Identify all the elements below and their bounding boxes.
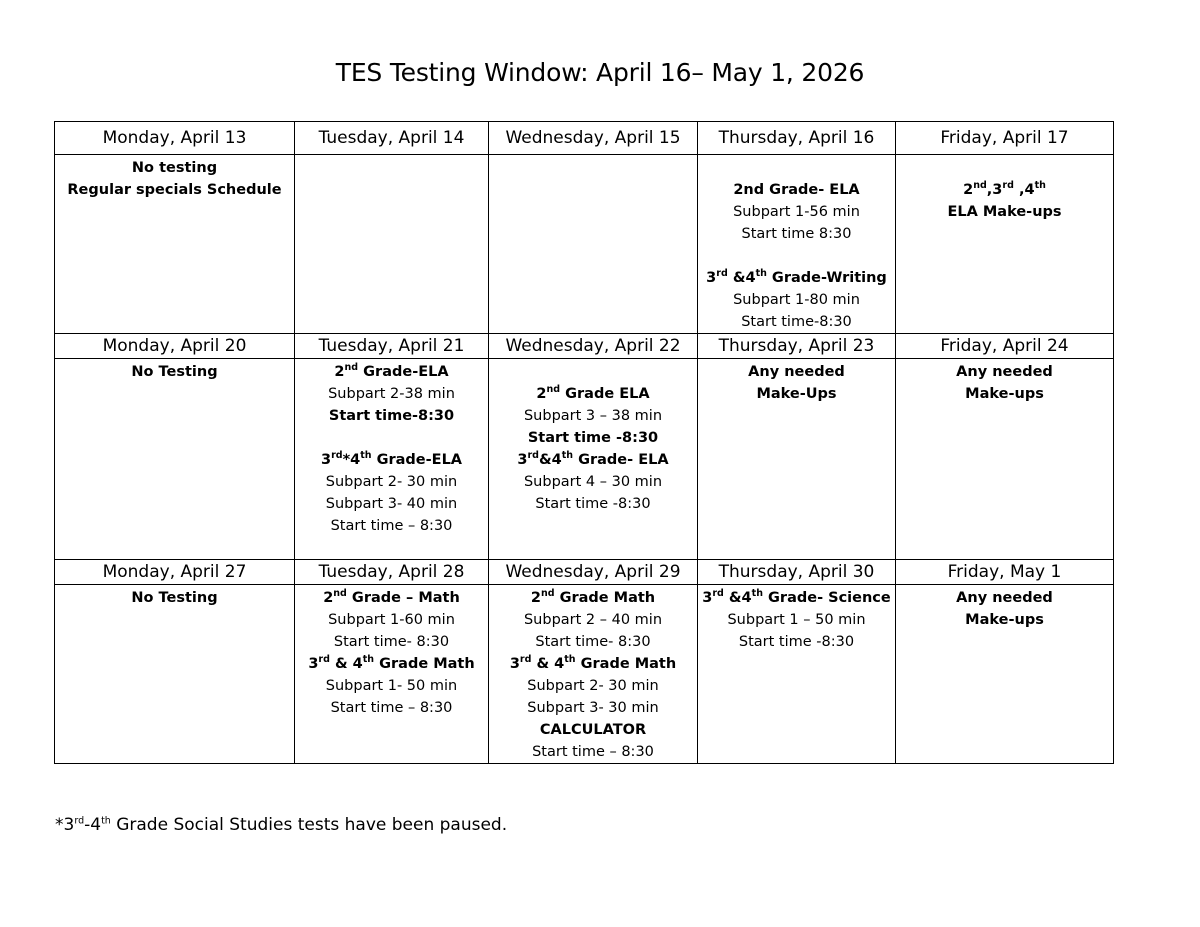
day-header: Monday, April 20 [55,334,295,359]
schedule-cell [698,155,896,334]
schedule-cell [896,359,1114,560]
cell-line: Start time -8:30 [535,496,651,512]
schedule-cell [489,585,698,764]
cell-line: Start time – 8:30 [330,700,453,716]
cell-line: 2nd Grade-ELA [334,362,449,380]
cell-line: Regular specials Schedule [67,182,282,198]
week-2-body-row [55,359,1114,560]
day-header: Wednesday, April 22 [489,334,698,359]
schedule-cell [698,585,896,764]
schedule-cell [489,155,698,334]
schedule-cell [489,359,698,560]
day-header: Wednesday, April 15 [489,122,698,155]
day-header: Thursday, April 23 [698,334,896,359]
day-header: Tuesday, April 14 [295,122,489,155]
cell-line: Start time – 8:30 [532,744,654,760]
cell-line: 3rd & 4th Grade Math [308,654,475,672]
cell-line: CALCULATOR [539,722,647,738]
cell-line: 3rd & 4th Grade Math [509,654,677,672]
day-header: Thursday, April 16 [698,122,896,155]
cell-line: 2nd Grade- ELA [733,182,860,198]
day-header: Friday, April 24 [896,334,1114,359]
week-2-header-row [55,334,1114,359]
cell-line: 2nd Grade – Math [323,588,460,606]
cell-line: Make-ups [965,386,1044,402]
cell-line: No Testing [131,364,218,380]
cell-line: Subpart 2- 30 min [325,474,458,490]
schedule-cell [295,359,489,560]
day-header: Friday, May 1 [896,560,1114,585]
cell-line: Subpart 3- 40 min [325,496,458,512]
cell-line: Subpart 1-56 min [733,204,860,220]
cell-line: 2nd Grade ELA [536,384,650,402]
schedule-cell [295,155,489,334]
cell-line: Start time 8:30 [741,226,852,242]
cell-line: Subpart 1- 50 min [325,678,458,694]
schedule-cell [55,359,295,560]
cell-line: 2nd,3rd ,4th [963,180,1046,198]
day-header: Monday, April 27 [55,560,295,585]
cell-line: Subpart 1-60 min [328,612,455,628]
cell-line: Subpart 2 – 40 min [523,612,663,628]
cell-line: Subpart 1-80 min [733,292,860,308]
cell-line: Subpart 4 – 30 min [523,474,663,490]
week-3-header-row [55,560,1114,585]
week-1-header-row [55,122,1114,155]
cell-line: Subpart 1 – 50 min [727,612,866,628]
cell-line: Start time – 8:30 [330,518,453,534]
cell-line: Start time -8:30 [527,430,659,446]
schedule-cell [55,585,295,764]
cell-line: Make-ups [965,612,1044,628]
cell-line: ELA Make-ups [947,204,1062,220]
day-header: Tuesday, April 28 [295,560,489,585]
day-header: Friday, April 17 [896,122,1114,155]
cell-line: Any needed [956,364,1053,380]
day-header: Monday, April 13 [55,122,295,155]
cell-line: Any needed [956,590,1053,606]
day-header: Thursday, April 30 [698,560,896,585]
cell-line: Start time- 8:30 [333,634,450,650]
cell-line: Subpart 3 – 38 min [523,408,663,424]
cell-line: Subpart 3- 30 min [527,700,659,716]
page-title: TES Testing Window: April 16– May 1, 2026 [335,58,865,87]
cell-line: 3rd*4th Grade-ELA [320,450,463,468]
cell-line: 3rd&4th Grade- ELA [517,450,669,468]
schedule-cell [698,359,896,560]
schedule-cell [55,155,295,334]
footnote: *3rd-4th Grade Social Studies tests have been paused. [55,815,508,835]
cell-line: No Testing [131,590,218,606]
schedule-cell [896,155,1114,334]
cell-line: Start time- 8:30 [535,634,651,650]
schedule-cell [896,585,1114,764]
cell-line: Any needed [748,364,845,380]
cell-line: Start time -8:30 [738,634,855,650]
cell-line: Subpart 2-38 min [328,386,455,402]
day-header: Wednesday, April 29 [489,560,698,585]
week-1-body-row [55,155,1114,334]
cell-line: No testing [131,160,218,176]
cell-line: 2nd Grade Math [530,588,656,606]
cell-line: Start time-8:30 [741,314,852,330]
testing-schedule-table [54,121,1114,764]
cell-line: Subpart 2- 30 min [527,678,659,694]
week-3-body-row [55,585,1114,764]
cell-line: Make-Ups [756,386,837,402]
cell-line: Start time-8:30 [328,408,455,424]
cell-line: 3rd &4th Grade- Science [702,588,891,606]
schedule-cell [295,585,489,764]
cell-line: 3rd &4th Grade-Writing [706,268,887,286]
day-header: Tuesday, April 21 [295,334,489,359]
